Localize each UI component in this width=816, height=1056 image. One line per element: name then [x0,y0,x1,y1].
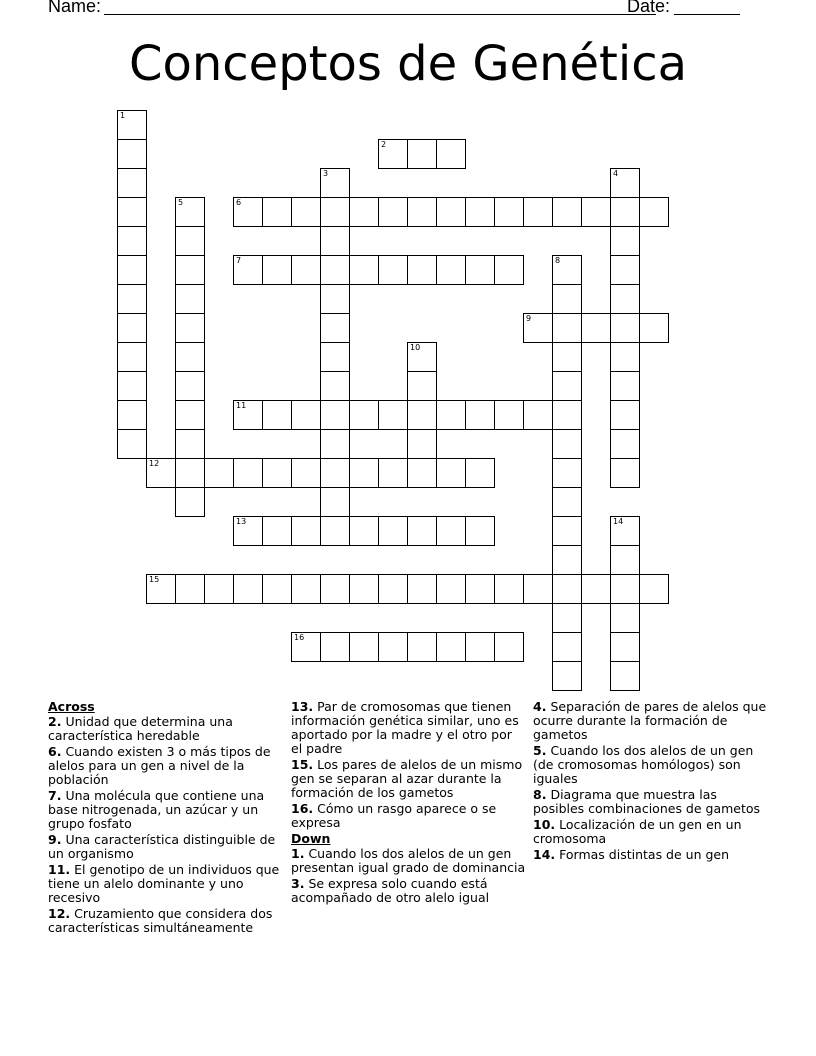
grid-cell[interactable] [407,400,437,430]
grid-cell[interactable] [639,197,669,227]
grid-cell[interactable] [320,371,350,401]
grid-cell[interactable] [117,255,147,285]
grid-cell[interactable] [610,255,640,285]
grid-cell[interactable] [465,516,495,546]
grid-cell[interactable] [378,400,408,430]
grid-cell[interactable] [552,487,582,517]
cell-number: 10 [410,343,421,352]
grid-cell[interactable] [610,458,640,488]
grid-cell[interactable] [175,255,205,285]
grid-cell[interactable] [407,574,437,604]
grid-cell[interactable] [407,458,437,488]
cell-number: 11 [236,401,247,410]
grid-cell[interactable] [436,632,466,662]
grid-cell[interactable] [262,255,292,285]
grid-cell[interactable] [407,632,437,662]
grid-cell[interactable] [494,400,524,430]
cell-number: 12 [149,459,160,468]
grid-cell[interactable] [465,400,495,430]
grid-cell[interactable] [233,574,263,604]
cell-number: 1 [120,111,126,120]
clue-across-11: 11. El genotipo de un individuos que tiene un alelo dominante y uno recesivo [48,862,280,905]
grid-cell[interactable] [436,458,466,488]
grid-cell[interactable] [233,458,263,488]
grid-cell[interactable] [320,342,350,372]
grid-cell[interactable] [610,342,640,372]
down-heading: Down [291,831,331,846]
cell-number: 4 [613,169,619,178]
grid-cell[interactable] [320,313,350,343]
grid-cell[interactable] [436,516,466,546]
grid-cell[interactable] [378,139,408,169]
grid-cell[interactable] [117,400,147,430]
cell-number: 6 [236,198,242,207]
grid-cell[interactable] [233,255,263,285]
cell-number: 7 [236,256,242,265]
grid-cell[interactable] [349,516,379,546]
clue-across-9: 9. Una característica distinguible de un organismo [48,832,276,861]
cell-number: 8 [555,256,561,265]
grid-cell[interactable] [552,545,582,575]
name-label: Name: [48,0,102,16]
grid-cell[interactable] [262,458,292,488]
grid-cell[interactable] [407,371,437,401]
grid-cell[interactable] [320,197,350,227]
clues-column-3 [533,700,768,864]
grid-cell[interactable] [175,574,205,604]
grid-cell[interactable] [407,255,437,285]
grid-cell[interactable] [320,284,350,314]
grid-cell[interactable] [320,574,350,604]
grid-cell[interactable] [117,197,147,227]
grid-cell[interactable] [639,574,669,604]
grid-cell[interactable] [552,400,582,430]
cell-number: 3 [323,169,329,178]
grid-cell[interactable] [262,197,292,227]
grid-cell[interactable] [610,284,640,314]
grid-cell[interactable] [204,458,234,488]
grid-cell[interactable] [552,458,582,488]
clue-across-7: 7. Una molécula que contiene una base nitrogenada, un azúcar y un grupo fosfato [48,788,265,831]
grid-cell[interactable] [262,400,292,430]
clue-down-14: 14. Formas distintas de un gen [533,847,730,862]
grid-cell[interactable] [639,313,669,343]
grid-cell[interactable] [320,516,350,546]
grid-cell[interactable] [117,226,147,256]
grid-cell[interactable] [291,458,321,488]
grid-cell[interactable] [117,110,147,140]
grid-cell[interactable] [349,400,379,430]
grid-cell[interactable] [262,574,292,604]
grid-cell[interactable] [436,139,466,169]
grid-cell[interactable] [320,487,350,517]
grid-cell[interactable] [291,197,321,227]
grid-cell[interactable] [233,400,263,430]
grid-cell[interactable] [610,168,640,198]
grid-cell[interactable] [552,429,582,459]
grid-cell[interactable] [610,429,640,459]
cell-number: 9 [526,314,532,323]
grid-cell[interactable] [175,487,205,517]
grid-cell[interactable] [436,197,466,227]
date-label: Date: [627,0,671,16]
grid-cell[interactable] [349,574,379,604]
grid-cell[interactable] [349,197,379,227]
grid-cell[interactable] [523,574,553,604]
grid-cell[interactable] [117,139,147,169]
across-heading: Across [48,699,95,714]
grid-cell[interactable] [233,516,263,546]
grid-cell[interactable] [552,255,582,285]
grid-cell[interactable] [349,255,379,285]
grid-cell[interactable] [320,226,350,256]
clue-across-6: 6. Cuando existen 3 o más tipos de alelos para un gen a nivel de la población [48,744,271,787]
clue-down-8: 8. Diagrama que muestra las posibles combinaciones de gametos [533,787,761,816]
grid-cell[interactable] [494,632,524,662]
grid-cell[interactable] [175,371,205,401]
clue-down-1: 1. Cuando los dos alelos de un gen presentan igual grado de dominancia [291,846,526,875]
grid-cell[interactable] [407,516,437,546]
grid-cell[interactable] [465,458,495,488]
grid-cell[interactable] [175,458,205,488]
clue-across-13: 13. Par de cromosomas que tienen información genética similar, uno es aportado por la madre y el otro por el padre [291,699,519,756]
grid-cell[interactable] [378,197,408,227]
grid-cell[interactable] [233,197,263,227]
grid-cell[interactable] [320,632,350,662]
grid-cell[interactable] [378,516,408,546]
grid-cell[interactable] [465,197,495,227]
grid-cell[interactable] [291,632,321,662]
grid-cell[interactable] [552,313,582,343]
grid-cell[interactable] [610,545,640,575]
clue-across-16: 16. Cómo un rasgo aparece o se expresa [291,801,497,830]
grid-cell[interactable] [349,632,379,662]
grid-cell[interactable] [436,255,466,285]
grid-cell[interactable] [610,371,640,401]
grid-cell[interactable] [146,574,176,604]
page-title: Conceptos de Genética [128,36,688,92]
grid-cell[interactable] [378,255,408,285]
clues-column-2 [291,700,526,907]
grid-cell[interactable] [523,197,553,227]
grid-cell[interactable] [320,168,350,198]
grid-cell[interactable] [552,371,582,401]
grid-cell[interactable] [175,226,205,256]
clue-down-4: 4. Separación de pares de alelos que ocurre durante la formación de gametos [533,699,767,742]
grid-cell[interactable] [117,342,147,372]
grid-cell[interactable] [117,313,147,343]
cell-number: 2 [381,140,387,149]
clue-down-5: 5. Cuando los dos alelos de un gen (de cromosomas homólogos) son iguales [533,743,754,786]
grid-cell[interactable] [291,400,321,430]
grid-cell[interactable] [117,371,147,401]
grid-cell[interactable] [610,632,640,662]
clue-across-15: 15. Los pares de alelos de un mismo gen se separan al azar durante la formación de los gametos [291,757,523,800]
grid-cell[interactable] [610,400,640,430]
grid-cell[interactable] [175,342,205,372]
grid-cell[interactable] [378,632,408,662]
grid-cell[interactable] [610,197,640,227]
grid-cell[interactable] [465,255,495,285]
clue-down-3: 3. Se expresa solo cuando está acompañado de otro alelo igual [291,876,490,905]
grid-cell[interactable] [552,284,582,314]
grid-cell[interactable] [349,458,379,488]
grid-cell[interactable] [291,574,321,604]
grid-cell[interactable] [320,400,350,430]
grid-cell[interactable] [146,458,176,488]
grid-cell[interactable] [175,284,205,314]
grid-cell[interactable] [320,458,350,488]
grid-cell[interactable] [552,603,582,633]
grid-cell[interactable] [465,574,495,604]
grid-cell[interactable] [175,400,205,430]
grid-cell[interactable] [117,168,147,198]
grid-cell[interactable] [262,516,292,546]
grid-cell[interactable] [552,574,582,604]
grid-cell[interactable] [610,661,640,691]
grid-cell[interactable] [610,574,640,604]
grid-cell[interactable] [175,429,205,459]
grid-cell[interactable] [291,255,321,285]
grid-cell[interactable] [378,574,408,604]
grid-cell[interactable] [610,313,640,343]
grid-cell[interactable] [581,574,611,604]
cell-number: 13 [236,517,247,526]
grid-cell[interactable] [494,574,524,604]
grid-cell[interactable] [552,661,582,691]
clue-down-10: 10. Localización de un gen en un cromosoma [533,817,742,846]
cell-number: 14 [613,517,624,526]
grid-cell[interactable] [407,139,437,169]
clue-across-2: 2. Unidad que determina una característica heredable [48,714,233,743]
grid-cell[interactable] [610,226,640,256]
grid-cell[interactable] [407,197,437,227]
clues-column-1 [48,700,283,937]
grid-cell[interactable] [117,429,147,459]
cell-number: 15 [149,575,160,584]
grid-cell[interactable] [523,400,553,430]
grid-cell[interactable] [175,313,205,343]
grid-cell[interactable] [320,429,350,459]
grid-cell[interactable] [610,516,640,546]
grid-cell[interactable] [552,632,582,662]
grid-cell[interactable] [581,313,611,343]
grid-cell[interactable] [436,400,466,430]
grid-cell[interactable] [407,429,437,459]
grid-cell[interactable] [465,632,495,662]
grid-cell[interactable] [436,574,466,604]
grid-cell[interactable] [552,197,582,227]
grid-cell[interactable] [117,284,147,314]
grid-cell[interactable] [552,516,582,546]
grid-cell[interactable] [204,574,234,604]
grid-cell[interactable] [378,458,408,488]
grid-cell[interactable] [407,342,437,372]
grid-cell[interactable] [494,197,524,227]
grid-cell[interactable] [523,313,553,343]
cell-number: 16 [294,633,305,642]
clue-across-12: 12. Cruzamiento que considera dos características simultáneamente [48,906,273,935]
grid-cell[interactable] [494,255,524,285]
grid-cell[interactable] [552,342,582,372]
grid-cell[interactable] [175,197,205,227]
grid-cell[interactable] [610,603,640,633]
grid-cell[interactable] [291,516,321,546]
cell-number: 5 [178,198,184,207]
grid-cell[interactable] [320,255,350,285]
grid-cell[interactable] [581,197,611,227]
